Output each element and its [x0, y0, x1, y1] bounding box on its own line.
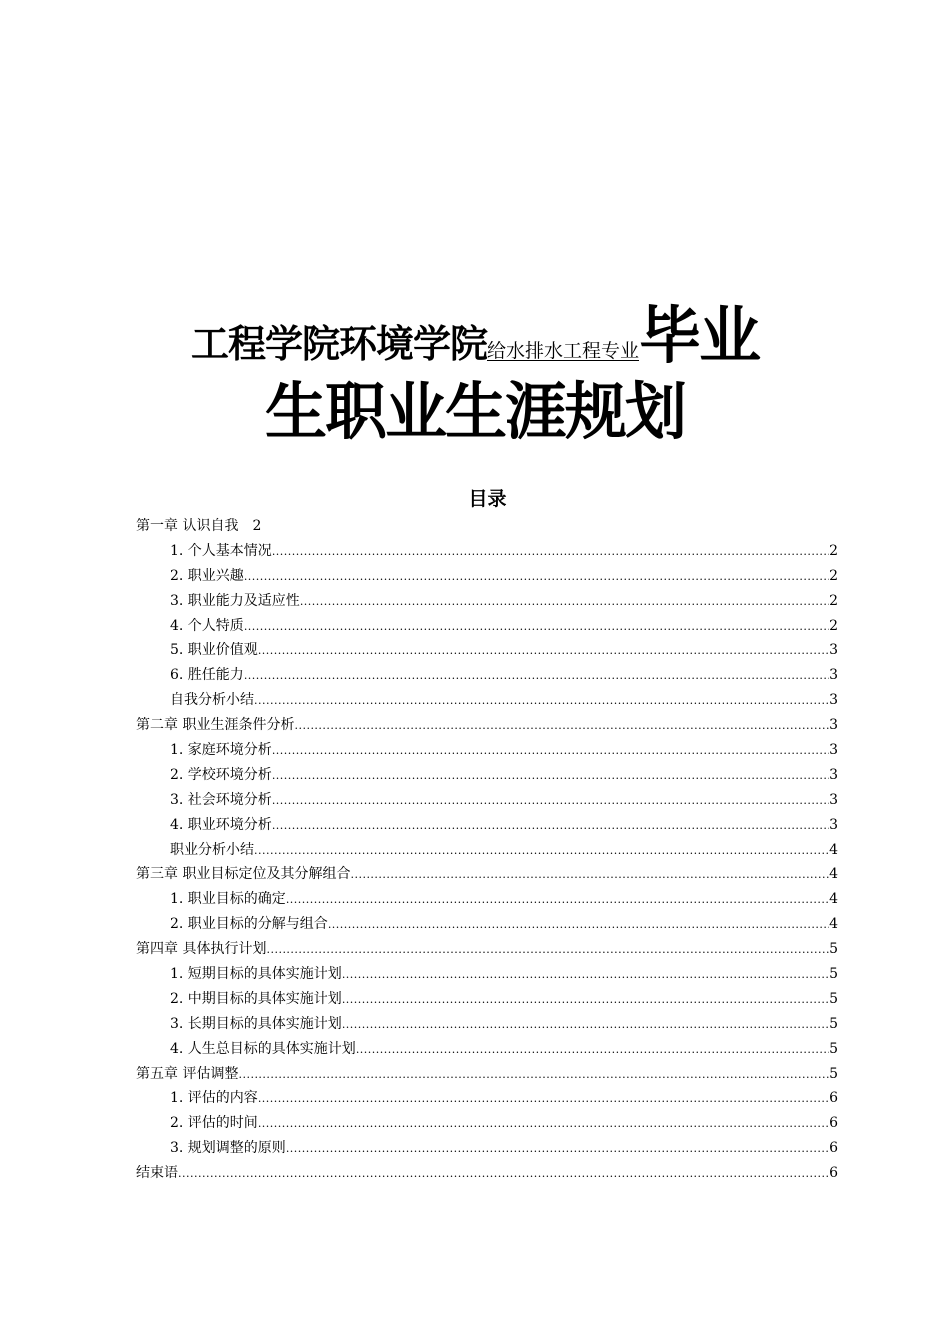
toc-dot-leader — [272, 739, 829, 763]
toc-entry-page: 3 — [829, 642, 838, 659]
toc-entry-page: 4 — [829, 866, 838, 883]
toc-entry-page: 5 — [829, 1065, 838, 1082]
toc-entry-label: 6. 胜任能力 — [170, 667, 244, 684]
toc-entry-page: 3 — [829, 667, 838, 684]
toc-entry[interactable] — [136, 788, 838, 813]
title-line-1 — [0, 300, 950, 372]
toc-entry-page: 5 — [829, 966, 838, 983]
toc-entry[interactable] — [136, 813, 838, 838]
toc-entry-label: 2. 职业兴趣 — [170, 567, 244, 584]
toc-dot-leader — [356, 1038, 829, 1062]
toc-entry-label: 1. 个人基本情况 — [170, 542, 272, 559]
toc-entry[interactable] — [136, 763, 838, 788]
toc-entry-page: 4 — [829, 916, 838, 933]
toc-entry-label: 1. 短期目标的具体实施计划 — [170, 966, 342, 983]
title-line-2: 生职业生涯规划 — [264, 375, 685, 448]
toc-entry[interactable] — [136, 962, 838, 987]
toc-entry-page: 5 — [829, 941, 838, 958]
toc-entry[interactable] — [136, 912, 838, 937]
toc-dot-leader — [272, 764, 829, 788]
toc-dot-leader — [272, 540, 829, 564]
toc-dot-leader — [254, 689, 829, 713]
toc-entry-page: 3 — [829, 816, 838, 833]
toc-entry-label: 3. 长期目标的具体实施计划 — [170, 1015, 342, 1032]
toc-dot-leader — [258, 639, 829, 663]
toc-entry[interactable] — [136, 514, 838, 539]
toc-entry[interactable] — [136, 1086, 838, 1111]
toc-entry-page: 6 — [829, 1140, 838, 1157]
toc-dot-leader — [258, 1112, 829, 1136]
toc-entry-label: 第二章 职业生涯条件分析 — [136, 717, 295, 734]
toc-entry-label: 4. 人生总目标的具体实施计划 — [170, 1040, 356, 1057]
toc-dot-leader — [266, 938, 829, 962]
toc-entry-page: 3 — [829, 766, 838, 783]
toc-entry-page: 5 — [829, 1015, 838, 1032]
toc-entry-page: 6 — [829, 1115, 838, 1132]
toc-entry[interactable] — [136, 1161, 838, 1186]
toc-dot-leader — [258, 1087, 829, 1111]
toc-entry-label: 1. 家庭环境分析 — [170, 742, 272, 759]
toc-entry[interactable] — [136, 1111, 838, 1136]
toc-entry-page: 3 — [829, 717, 838, 734]
toc-entry[interactable] — [136, 887, 838, 912]
toc-dot-leader — [254, 839, 829, 863]
toc-dot-leader — [244, 615, 829, 639]
toc-entry-label: 4. 职业环境分析 — [170, 816, 272, 833]
toc-entry-label: 2. 中期目标的具体实施计划 — [170, 990, 342, 1007]
toc-entry-label: 2. 评估的时间 — [170, 1115, 258, 1132]
toc-entry[interactable] — [136, 1037, 838, 1062]
toc-entry-label: 第三章 职业目标定位及其分解组合 — [136, 866, 351, 883]
toc-entry[interactable] — [136, 663, 838, 688]
document-title — [0, 300, 950, 452]
toc-entry[interactable] — [136, 539, 838, 564]
toc-entry[interactable] — [136, 688, 838, 713]
toc-entry-page: 6 — [829, 1165, 838, 1182]
toc-entry[interactable] — [136, 713, 838, 738]
toc-entry[interactable] — [136, 1062, 838, 1087]
toc-entry[interactable] — [136, 738, 838, 763]
toc-entry-label: 职业分析小结 — [170, 841, 254, 858]
toc-entry[interactable] — [136, 589, 838, 614]
toc-entry-label: 第一章 认识自我 — [136, 518, 239, 534]
toc-dot-leader — [178, 1162, 829, 1186]
toc-dot-leader — [350, 863, 829, 887]
toc-heading: 目录 — [468, 488, 507, 510]
toc-entry-page: 4 — [829, 891, 838, 908]
toc-dot-leader — [328, 913, 829, 937]
toc-entry-page: 3 — [829, 742, 838, 759]
toc-entry[interactable] — [136, 937, 838, 962]
toc-entry-label: 结束语 — [136, 1165, 178, 1182]
toc-entry[interactable] — [136, 987, 838, 1012]
toc-dot-leader — [342, 1013, 829, 1037]
title-graduate: 毕业 — [639, 299, 760, 372]
toc-entry-label: 第五章 评估调整 — [136, 1065, 239, 1082]
toc-entry-page: 2 — [829, 567, 838, 584]
toc-entry[interactable] — [136, 838, 838, 863]
toc-entry[interactable] — [136, 564, 838, 589]
toc-entry-label: 1. 职业目标的确定 — [170, 891, 286, 908]
toc-entry-page: 5 — [829, 1040, 838, 1057]
title-school: 工程学院环境学院 — [190, 322, 487, 366]
toc-entry[interactable] — [136, 1136, 838, 1161]
toc-entry-label: 4. 个人特质 — [170, 617, 244, 634]
toc-entry[interactable] — [136, 862, 838, 887]
toc-entry-label: 3. 社会环境分析 — [170, 791, 272, 808]
toc-entry-page: 3 — [829, 791, 838, 808]
toc-dot-leader — [244, 664, 829, 688]
toc-dot-leader — [272, 814, 829, 838]
toc-entry-label: 2. 学校环境分析 — [170, 766, 272, 783]
toc-entry-label: 第四章 具体执行计划 — [136, 941, 267, 958]
toc-entry-page: 2 — [829, 617, 838, 634]
table-of-contents — [136, 514, 838, 1186]
toc-entry-label: 3. 职业能力及适应性 — [170, 592, 300, 609]
toc-entry[interactable] — [136, 1012, 838, 1037]
toc-dot-leader — [342, 963, 829, 987]
toc-dot-leader — [294, 714, 829, 738]
toc-entry[interactable] — [136, 638, 838, 663]
toc-entry-label: 2. 职业目标的分解与组合 — [170, 916, 328, 933]
toc-entry-label: 自我分析小结 — [170, 692, 254, 709]
toc-dot-leader — [272, 789, 829, 813]
toc-entry-label: 1. 评估的内容 — [170, 1090, 258, 1107]
toc-entry-page: 2 — [829, 542, 838, 559]
toc-dot-leader — [300, 590, 829, 614]
toc-entry-page: 4 — [829, 841, 838, 858]
toc-entry-page: 6 — [829, 1090, 838, 1107]
toc-entry-page: 5 — [829, 990, 838, 1007]
toc-dot-leader — [286, 1137, 829, 1161]
toc-dot-leader — [286, 888, 829, 912]
toc-entry-label: 3. 规划调整的原则 — [170, 1140, 286, 1157]
toc-dot-leader — [342, 988, 829, 1012]
toc-entry-page: 3 — [829, 692, 838, 709]
toc-entry-label: 5. 职业价值观 — [170, 642, 258, 659]
toc-dot-leader — [244, 565, 829, 589]
toc-entry[interactable] — [136, 614, 838, 639]
toc-dot-leader — [238, 1063, 829, 1087]
toc-entry-page: 2 — [829, 592, 838, 609]
toc-entry-page: 2 — [252, 518, 262, 534]
title-major: 给水排水工程专业 — [486, 340, 639, 362]
